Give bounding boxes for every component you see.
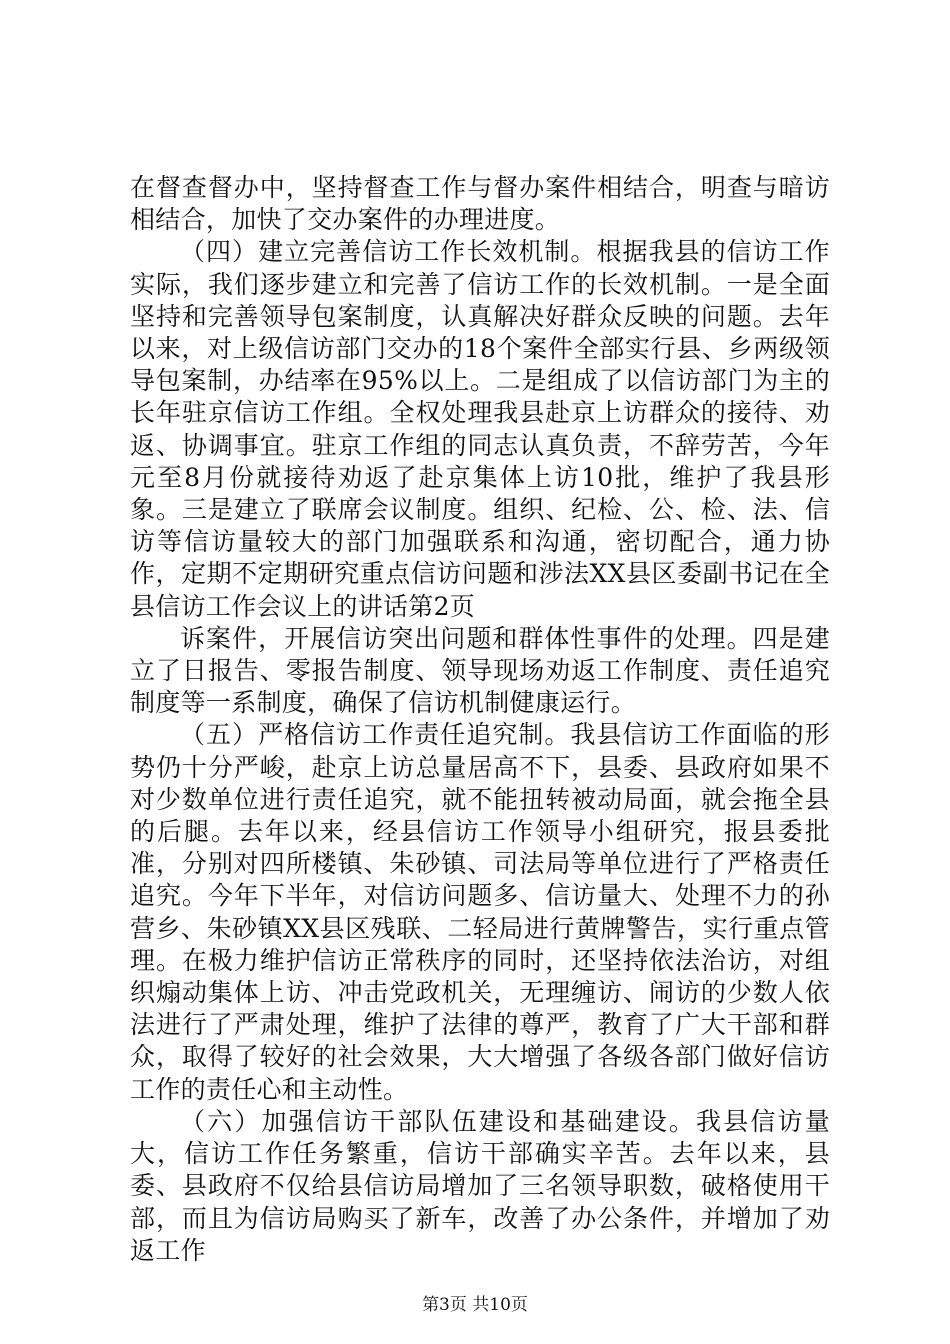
paragraph-continuation: 在督查督办中，坚持督查工作与督办案件相结合，明查与暗访相结合，加快了交办案件的办理进度。 xyxy=(130,173,830,235)
page-footer: 第3页 共10页 xyxy=(422,1295,528,1315)
paragraph-section-4-continued: 诉案件，开展信访突出问题和群体性事件的处理。四是建立了日报告、零报告制度、领导现场劝返工作制度、责任追究制度等一系制度，确保了信访机制健康运行。 xyxy=(130,623,830,718)
paragraph-section-5: （五）严格信访工作责任追究制。我县信访工作面临的形势仍十分严峻，赴京上访总量居高不下，县委、县政府如果不对少数单位进行责任追究，就不能扭转被动局面，就会拖全县的后腿。去年以来，经县信访工作领导小组研究，报县委批准，分别对四所楼镇、朱砂镇、司法局等单位进行了严格责任追究。今年下半年，对信访问题多、信访量大、处理不力的孙营乡、朱砂镇XX县区残联、二轻局进行黄牌警告，实行重点管理。在极力维护信访正常秩序的同时，还坚持依法治访，对组织煽动集体上访、冲击党政机关，无理缠访、闹访的少数人依法进行了严肃处理，维护了法律的尊严，教育了广大干部和群众，取得了较好的社会效果，大大增强了各级各部门做好信访工作的责任心和主动性。 xyxy=(130,720,830,1104)
paragraph-section-4: （四）建立完善信访工作长效机制。根据我县的信访工作实际，我们逐步建立和完善了信访工作的长效机制。一是全面坚持和完善领导包案制度，认真解决好群众反映的问题。去年以来，对上级信访部门交办的18个案件全部实行县、乡两级领导包案制，办结率在95%以上。二是组成了以信访部门为主的长年驻京信访工作组。全权处理我县赴京上访群众的接待、劝返、协调事宜。驻京工作组的同志认真负责，不辞劳苦，今年元至8月份就接待劝返了赴京集体上访10批，维护了我县形象。三是建立了联席会议制度。组织、纪检、公、检、法、信访等信访量较大的部门加强联系和沟通，密切配合，通力协作，定期不定期研究重点信访问题和涉法XX县区委副书记在全县信访工作会议上的讲话第2页 xyxy=(130,237,830,621)
paragraph-section-6: （六）加强信访干部队伍建设和基础建设。我县信访量大，信访工作任务繁重，信访干部确实辛苦。去年以来，县委、县政府不仅给县信访局增加了三名领导职数，破格使用干部，而且为信访局购买了新车，改善了办公条件，并增加了劝返工作 xyxy=(130,1106,830,1265)
body-text xyxy=(130,172,830,1267)
